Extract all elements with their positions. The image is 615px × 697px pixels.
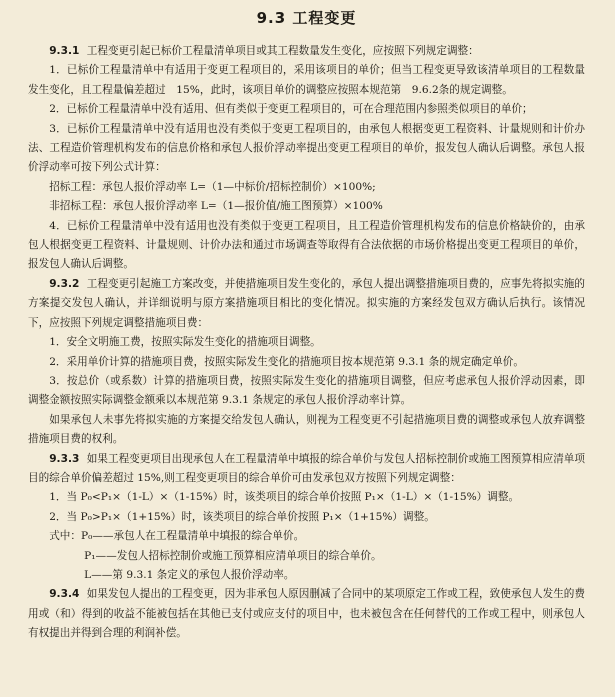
clause-text: 如果工程变更项目出现承包人在工程量清单中填报的综合单价与发包人招标控制价或施工图预算相应清单项目的综合单价偏差超过 15%,则工程变更项目的综合单价可由发承包双方按照下列规定调整： [28,452,585,484]
formula-line: 招标工程：承包人报价浮动率 L=（1—中标价/招标控制价）×100%; [49,180,376,193]
clause-text: 工程变更引起已标价工程量清单项目或其工程数量发生变化，应按照下列规定调整： [86,45,479,57]
clause-text: 工程变更引起施工方案改变，并使措施项目发生变化的，承包人提出调整措施项目费的，应事先将拟实施的方案提交发包人确认，并详细说明与原方案措施项目相比的变化情况。拟实施的方案经发包双方确认后执行。该情况下，应按照下列规定调整措施项目费： [28,277,585,329]
formula-definition: L——第 9.3.1 条定义的承包人报价浮动率。 [84,568,295,581]
formula-line: 非招标工程：承包人报价浮动率 L=（1—报价值/施工图预算）×100% [49,200,383,213]
clause-item: 3．已标价工程量清单中没有适用也没有类似于变更工程项目的，由承包人根据变更工程资料、计量规则和计价办法、工程造价管理机构发布的信息价格和承包人报价浮动率提出变更工程项目的单价，报发包人确认后调整。承包人报价浮动率可按下列公式计算： [28,122,585,174]
clause-number: 9.3.1 [49,45,80,57]
clause-number: 9.3.4 [49,588,80,601]
clause-item: 3．按总价（或系数）计算的措施项目费，按照实际发生变化的措施项目调整，但应考虑承包人报价浮动因素，即调整金额按照实际调整金额乘以本规范第 9.3.1 条规定的承包人报价浮动率计算。 [28,374,585,407]
clause-9-3-3 [28,450,585,489]
clause-text: 如果发包人提出的工程变更，因为非承包人原因删减了合同中的某项原定工作或工程，致使承包人发生的费用或（和）得到的收益不能被包括在其他已支付或应支付的项目中，也未被包含在任何替代的工作或工程中，则承包人有权提出并得到合理的利润补偿。 [28,588,585,640]
clause-item: 1．当 P₀<P₁×（1-L）×（1-15%）时，该类项目的综合单价按照 P₁×（1-L）×（1-15%）调整。 [49,491,520,504]
page-title: 9.3 工程变更 [256,9,357,27]
clause-item: 如果承包人未事先将拟实施的方案提交给发包人确认，则视为工程变更不引起措施项目费的调整或承包人放弃调整措施项目费的权利。 [28,413,585,446]
clause-item: 2．已标价工程量清单中没有适用、但有类似于变更工程项目的，可在合理范围内参照类似项目的单价； [49,103,533,116]
clause-item: 1．安全文明施工费，按照实际发生变化的措施项目调整。 [49,336,321,349]
formula-definition: P₁——发包人招标控制价或施工预算相应清单项目的综合单价。 [84,549,382,562]
clause-number: 9.3.3 [49,452,80,465]
clause-item: 1．已标价工程量清单中有适用于变更工程项目的，采用该项目的单价；但当工程变更导致该清单项目的工程数量发生变化，且工程量偏差超过 15%，此时，该项目单价的调整应按照本规范第 9.6.2条的规定调整。 [28,64,585,96]
clause-number: 9.3.2 [49,277,80,290]
clause-9-3-4 [28,585,585,643]
formula-definition: 式中：P₀——承包人在工程量清单中填报的综合单价。 [49,530,305,543]
clause-item: 4．已标价工程量清单中没有适用也没有类似于变更工程项目，且工程造价管理机构发布的信息价格缺价的，由承包人根据变更工程资料、计量规则、计价办法和通过市场调查等取得有合法依据的市场价格提出变更工程项目的单价，报发包人确认后调整。 [28,219,585,271]
clause-item: 2．当 P₀>P₁×（1+15%）时，该类项目的综合单价按照 P₁×（1+15%）调整。 [49,510,435,523]
clause-9-3-1 [28,42,585,61]
clause-item: 2．采用单价计算的措施项目费，按照实际发生变化的措施项目按本规范第 9.3.1 条的规定确定单价。 [49,355,524,368]
clause-9-3-2 [28,275,585,333]
